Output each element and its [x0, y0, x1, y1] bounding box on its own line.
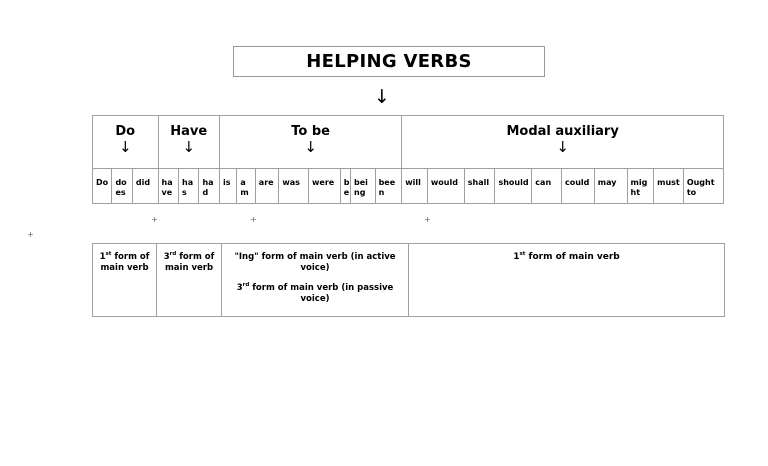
- plus-marker: +: [424, 215, 431, 224]
- page-title: HELPING VERBS: [233, 46, 545, 77]
- group-header-to-be: [219, 116, 401, 169]
- ordinal-suffix: rd: [242, 282, 250, 288]
- plus-marker: +: [151, 215, 158, 224]
- verb-cell: would: [427, 169, 464, 204]
- usage-cell-have: [157, 244, 222, 317]
- group-label: Modal auxiliary: [506, 124, 619, 139]
- verb-cell: has: [179, 169, 199, 204]
- verb-cell: was: [279, 169, 309, 204]
- verb-cell: may: [594, 169, 627, 204]
- usage-text: form of main verb: [525, 252, 620, 262]
- group-label: Do: [115, 124, 136, 139]
- usage-text-passive: [226, 283, 404, 305]
- ordinal-suffix: rd: [169, 251, 177, 257]
- verb-cell: were: [309, 169, 341, 204]
- group-header-do: [93, 116, 159, 169]
- verb-cell: must: [654, 169, 684, 204]
- verb-cell: be: [340, 169, 350, 204]
- down-arrow-icon: ↓: [182, 138, 196, 156]
- usage-text: form of main verb (in passive voice): [249, 283, 394, 304]
- group-header-modal: [402, 116, 724, 169]
- verb-cell: can: [532, 169, 562, 204]
- ordinal: 3: [236, 283, 243, 293]
- down-arrow-icon: ↓: [374, 86, 390, 108]
- verb-cell: shall: [464, 169, 495, 204]
- usage-table: [92, 243, 725, 317]
- usage-text-active: "Ing" form of main verb (in active voice): [234, 252, 396, 273]
- usage-cell-modal: [409, 244, 725, 317]
- ordinal: 1: [99, 252, 106, 262]
- verb-cell: did: [132, 169, 158, 204]
- verb-cell: have: [158, 169, 178, 204]
- ordinal: 3: [163, 252, 170, 262]
- verb-cell: being: [351, 169, 376, 204]
- verb-cell: could: [561, 169, 594, 204]
- verb-cell: might: [627, 169, 654, 204]
- verb-cell: Ought to: [683, 169, 723, 204]
- verb-cell: should: [495, 169, 532, 204]
- group-label: Have: [170, 124, 208, 139]
- ordinal-suffix: st: [519, 251, 526, 257]
- usage-text: form of main verb: [164, 252, 215, 273]
- verb-cell: does: [112, 169, 132, 204]
- down-arrow-icon: ↓: [556, 138, 569, 156]
- helping-verbs-table: [92, 115, 724, 204]
- group-header-have: [158, 116, 219, 169]
- verb-cell: been: [375, 169, 402, 204]
- ordinal: 1: [513, 252, 520, 262]
- verb-row: [93, 169, 724, 204]
- group-label: To be: [291, 124, 330, 139]
- ordinal-suffix: st: [105, 251, 112, 257]
- verb-cell: are: [255, 169, 279, 204]
- usage-cell-do: [93, 244, 157, 317]
- usage-text: form of main verb: [100, 252, 150, 273]
- usage-row: [93, 244, 725, 317]
- usage-cell-to-be: [222, 244, 409, 317]
- verb-cell: had: [199, 169, 220, 204]
- verb-cell: is: [219, 169, 236, 204]
- down-arrow-icon: ↓: [304, 138, 317, 156]
- plus-marker: +: [27, 230, 34, 239]
- group-header-row: [93, 116, 724, 169]
- plus-marker: +: [250, 215, 257, 224]
- verb-cell: will: [402, 169, 428, 204]
- verb-cell: Do: [93, 169, 112, 204]
- down-arrow-icon: ↓: [118, 138, 132, 156]
- verb-cell: am: [237, 169, 255, 204]
